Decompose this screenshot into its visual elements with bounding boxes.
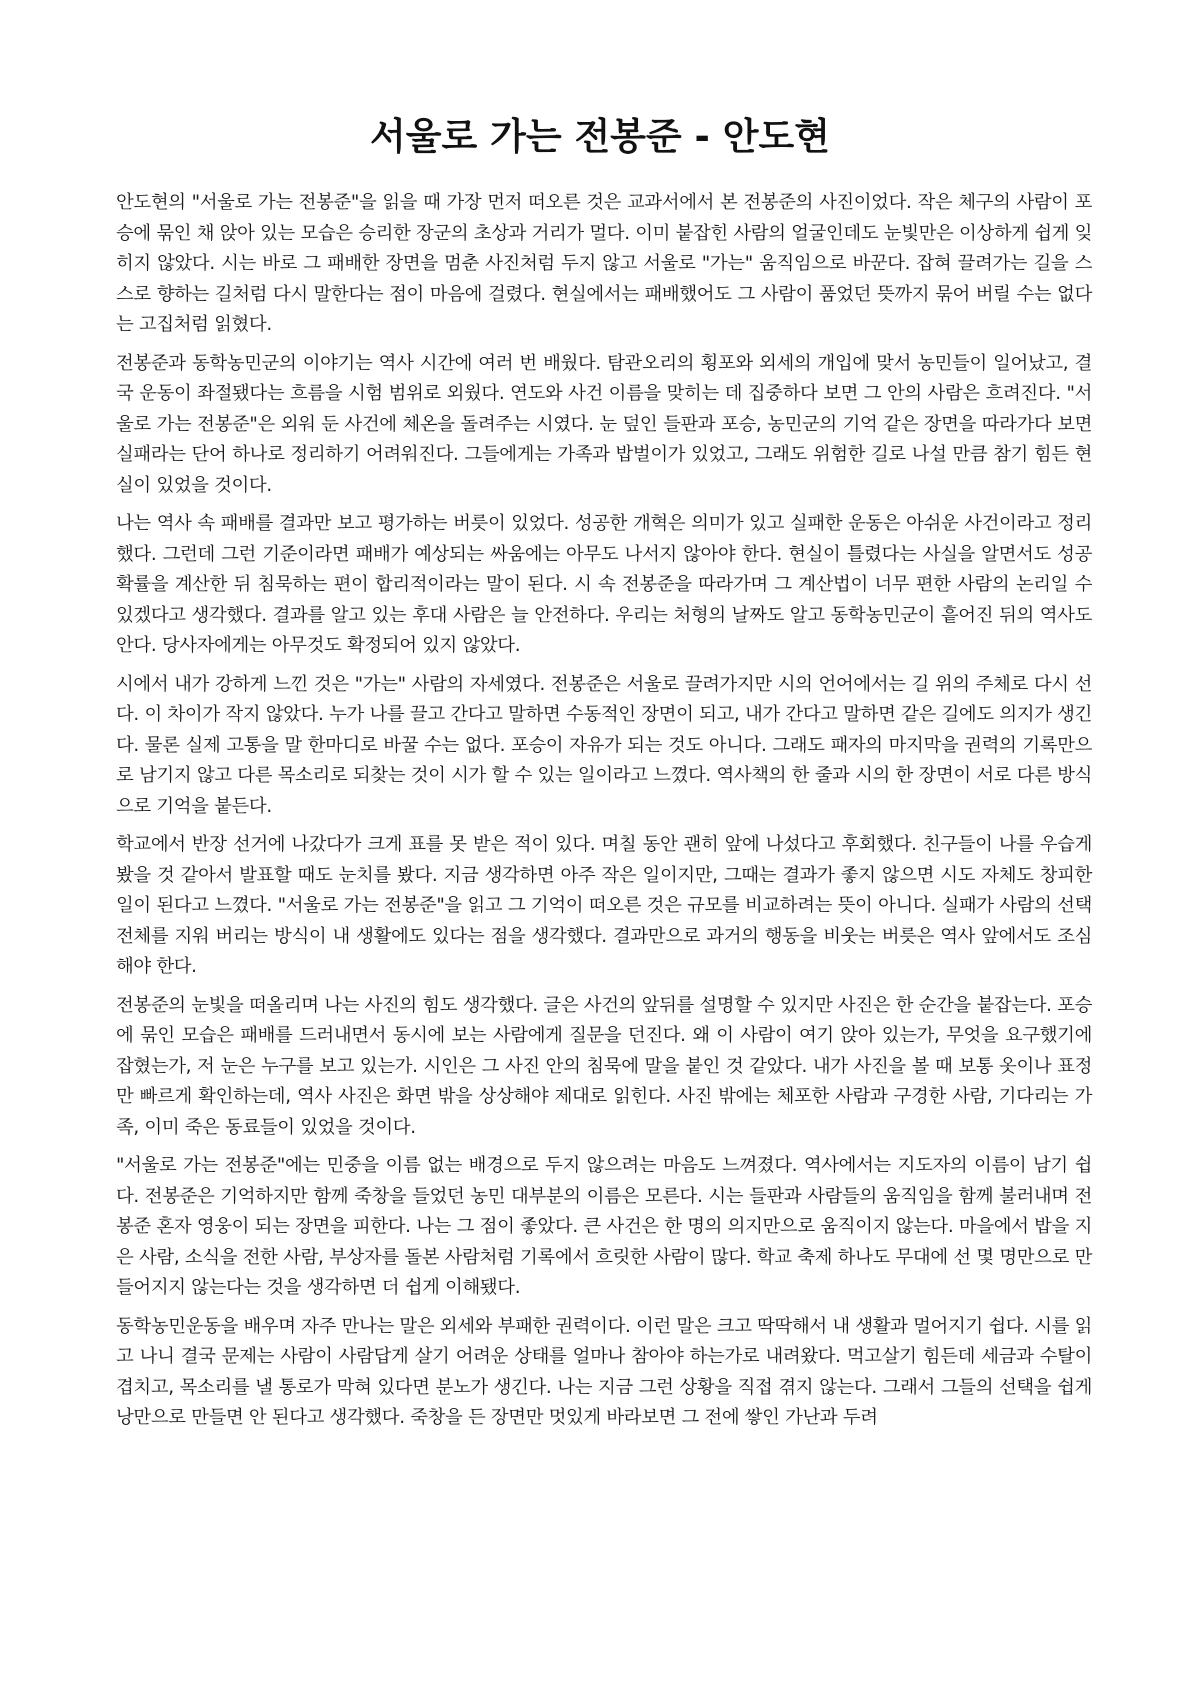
paragraph-1: 안도현의 "서울로 가는 전봉준"을 읽을 때 가장 먼저 떠오른 것은 교과서에서 본 전봉준의 사진이었다. 작은 체구의 사람이 포승에 묶인 채 앉아 있는 모습은 승리한 장군의 초상과 거리가 멀다. 이미 붙잡힌 사람의 얼굴인데도 눈빛만은 이상하게 쉽게 잊히지 않았다. 시는 바로 그 패배한 장면을 멈춘 사진처럼 두지 않고 서울로 "가는" 움직임으로 바꾼다. 잡혀 끌려가는 길을 스스로 향하는 길처럼 다시 말한다는 점이 마음에 걸렸다. 현실에서는 패배했어도 그 사람이 품었던 뜻까지 묶어 버릴 수는 없다는 고집처럼 읽혔다.: [116, 192, 1092, 335]
paragraph-7: "서울로 가는 전봉준"에는 민중을 이름 없는 배경으로 두지 않으려는 마음도 느껴졌다. 역사에서는 지도자의 이름이 남기 쉽다. 전봉준은 기억하지만 함께 죽창을 들었던 농민 대부분의 이름은 모른다. 시는 들판과 사람들의 움직임을 함께 불러내며 전봉준 혼자 영웅이 되는 장면을 피한다. 나는 그 점이 좋았다. 큰 사건은 한 명의 의지만으로 움직이지 않는다. 마을에서 밥을 지은 사람, 소식을 전한 사람, 부상자를 돌본 사람처럼 기록에서 흐릿한 사람이 많다. 학교 축제 하나도 무대에 선 몇 명만으로 만들어지지 않는다는 것을 생각하면 더 쉽게 이해됐다.: [116, 1155, 1092, 1298]
document-body: [116, 188, 1092, 1442]
paragraph-4: 시에서 내가 강하게 느낀 것은 "가는" 사람의 자세였다. 전봉준은 서울로 끌려가지만 시의 언어에서는 길 위의 주체로 다시 선다. 이 차이가 작지 않았다. 누가 나를 끌고 간다고 말하면 수동적인 장면이 되고, 내가 간다고 말하면 같은 길에도 의지가 생긴다. 물론 실제 고통을 말 한마디로 바꿀 수는 없다. 포승이 자유가 되는 것도 아니다. 그래도 패자의 마지막을 권력의 기록만으로 남기지 않고 다른 목소리로 되찾는 것이 시가 할 수 있는 일이라고 느꼈다. 역사책의 한 줄과 시의 한 장면이 서로 다른 방식으로 기억을 붙든다.: [116, 673, 1092, 817]
paragraph-6: 전봉준의 눈빛을 떠올리며 나는 사진의 힘도 생각했다. 글은 사건의 앞뒤를 설명할 수 있지만 사진은 한 순간을 붙잡는다. 포승에 묶인 모습은 패배를 드러내면서 동시에 보는 사람에게 질문을 던진다. 왜 이 사람이 여기 앉아 있는가, 무엇을 요구했기에 잡혔는가, 저 눈은 누구를 보고 있는가. 시인은 그 사진 안의 침묵에 말을 붙인 것 같았다. 내가 사진을 볼 때 보통 옷이나 표정만 빠르게 확인하는데, 역사 사진은 화면 밖을 상상해야 제대로 읽힌다. 사진 밖에는 체포한 사람과 구경한 사람, 기다리는 가족, 이미 죽은 동료들이 있었을 것이다.: [116, 994, 1092, 1138]
paragraph-2: 전봉준과 동학농민군의 이야기는 역사 시간에 여러 번 배웠다. 탐관오리의 횡포와 외세의 개입에 맞서 농민들이 일어났고, 결국 운동이 좌절됐다는 흐름을 시험 범위로 외웠다. 연도와 사건 이름을 맞히는 데 집중하다 보면 그 안의 사람은 흐려진다. "서울로 가는 전봉준"은 외워 둔 사건에 체온을 돌려주는 시였다. 눈 덮인 들판과 포승, 농민군의 기억 같은 장면을 따라가다 보면 실패라는 단어 하나로 정리하기 어려워진다. 그들에게는 가족과 밥벌이가 있었고, 그래도 위험한 길로 나설 만큼 참기 힘든 현실이 있었을 것이다.: [116, 352, 1092, 496]
document-title: 서울로 가는 전봉준 - 안도현: [369, 115, 831, 158]
paragraph-8: 동학농민운동을 배우며 자주 만나는 말은 외세와 부패한 권력이다. 이런 말은 크고 딱딱해서 내 생활과 멀어지기 쉽다. 시를 읽고 나니 결국 문제는 사람이 사람답게 살기 어려운 상태를 얼마나 참아야 하는가로 내려왔다. 먹고살기 힘든데 세금과 수탈이 겹치고, 목소리를 낼 통로가 막혀 있다면 분노가 생긴다. 나는 지금 그런 상황을 직접 겪지 않는다. 그래서 그들의 선택을 쉽게 낭만으로 만들면 안 된다고 생각했다. 죽창을 든 장면만 멋있게 바라보면 그 전에 쌓인 가난과 두려: [116, 1315, 1092, 1428]
paragraph-5: 학교에서 반장 선거에 나갔다가 크게 표를 못 받은 적이 있다. 며칠 동안 괜히 앞에 나섰다고 후회했다. 친구들이 나를 우습게 봤을 것 같아서 발표할 때도 눈치를 봤다. 지금 생각하면 아주 작은 일이지만, 그때는 결과가 좋지 않으면 시도 자체도 창피한 일이 된다고 느꼈다. "서울로 가는 전봉준"을 읽고 그 기억이 떠오른 것은 규모를 비교하려는 뜻이 아니다. 실패가 사람의 선택 전체를 지워 버리는 방식이 내 생활에도 있다는 점을 생각했다. 결과만으로 과거의 행동을 비웃는 버릇은 역사 앞에서도 조심해야 한다.: [116, 834, 1092, 977]
paragraph-3: 나는 역사 속 패배를 결과만 보고 평가하는 버릇이 있었다. 성공한 개혁은 의미가 있고 실패한 운동은 아쉬운 사건이라고 정리했다. 그런데 그런 기준이라면 패배가 예상되는 싸움에는 아무도 나서지 않아야 한다. 현실이 틀렸다는 사실을 알면서도 성공 확률을 계산한 뒤 침묵하는 편이 합리적이라는 말이 된다. 시 속 전봉준을 따라가며 그 계산법이 너무 편한 사람의 논리일 수 있겠다고 생각했다. 결과를 알고 있는 후대 사람은 늘 안전하다. 우리는 처형의 날짜도 알고 동학농민군이 흩어진 뒤의 역사도 안다. 당사자에게는 아무것도 확정되어 있지 않았다.: [116, 513, 1092, 656]
